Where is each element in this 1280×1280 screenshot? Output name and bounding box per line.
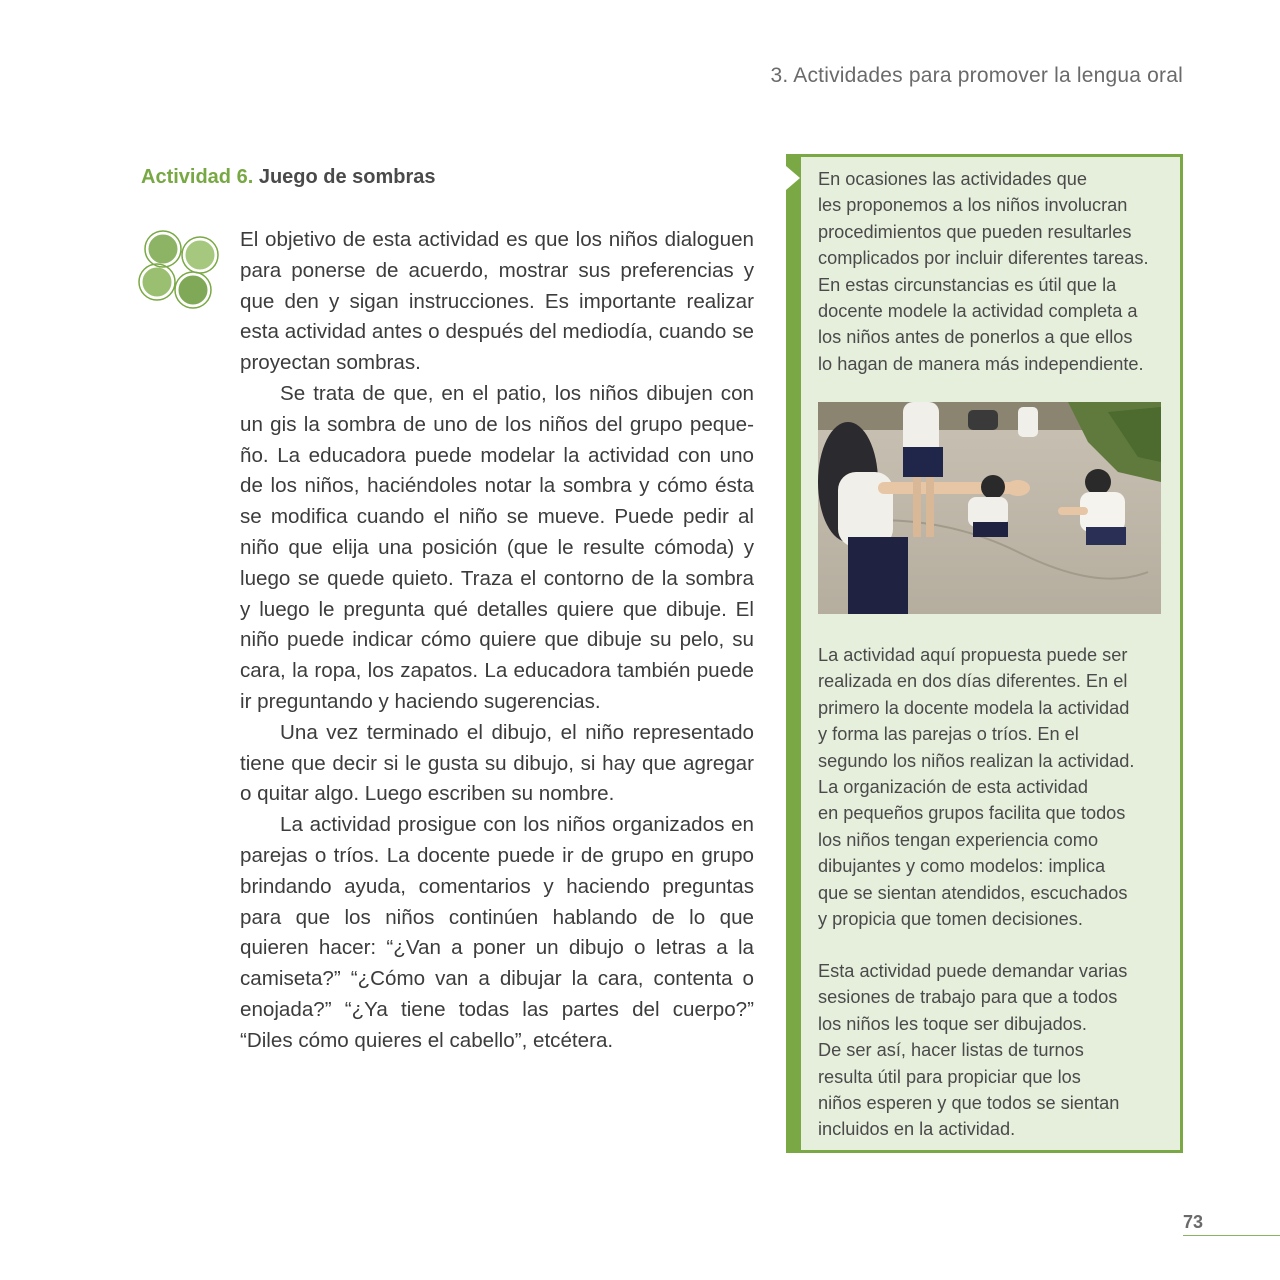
note-line: lo hagan de manera más independiente.: [818, 353, 1144, 374]
note-line: Esta actividad puede demandar varias: [818, 961, 1128, 981]
note-line: los niños tengan experiencia como: [818, 829, 1099, 850]
activity-body: [240, 225, 754, 1057]
note-line: primero la docente modela la actividad: [818, 697, 1130, 718]
note-line: resulta útil para propiciar que los: [818, 1066, 1081, 1087]
note-line: De ser así, hacer listas de turnos: [818, 1040, 1084, 1061]
page-number: 73: [1183, 1212, 1204, 1232]
note-line: complicados por incluir diferentes tareas.: [818, 248, 1149, 269]
activity-name: Juego de sombras: [258, 166, 436, 188]
sidebar-note-1: [818, 166, 1168, 377]
note-line: sesiones de trabajo para que a todos: [818, 987, 1118, 1008]
sidebar-note-3: [818, 958, 1168, 1143]
note-line: segundo los niños realizan la actividad.: [818, 750, 1135, 771]
note-line: que se sientan atendidos, escuchados: [818, 882, 1128, 903]
group-circles-icon: [138, 228, 220, 310]
note-line: y forma las parejas o tríos. En el: [818, 724, 1079, 745]
note-line: incluidos en la actividad.: [818, 1119, 1016, 1140]
note-line: les proponemos a los niños involucran: [818, 195, 1128, 216]
note-line: La actividad aquí propuesta puede ser: [818, 645, 1128, 665]
note-line: y propicia que tomen decisiones.: [818, 909, 1083, 930]
note-line: niños esperen y que todos se sientan: [818, 1093, 1120, 1114]
body-paragraph-3: Una vez terminado el dibujo, el niño representado tiene que decir si le gusta su dibujo, si hay que agregar o quitar algo. Luego escriben su nombre.: [240, 720, 754, 806]
note-line: En estas circunstancias es útil que la: [818, 274, 1117, 295]
activity-number: Actividad 6.: [141, 166, 254, 188]
page-rule: [1183, 1235, 1280, 1236]
note-line: En ocasiones las actividades que: [818, 169, 1087, 189]
body-paragraph-1: El objetivo de esta actividad es que los niños dialoguen para ponerse de acuerdo, mostrar sus preferencias y que den y sigan instrucciones. Es importante realizar esta actividad antes o después del mediodía, cuando se proyectan sombras.: [240, 228, 754, 375]
note-line: realizada en dos días diferentes. En el: [818, 671, 1128, 692]
children-drawing-shadows-photo: [818, 402, 1161, 614]
note-line: dibujantes y como modelos: implica: [818, 856, 1106, 877]
note-line: La organización de esta actividad: [818, 777, 1088, 798]
note-line: en pequeños grupos facilita que todos: [818, 803, 1126, 824]
note-line: procedimientos que pueden resultarles: [818, 221, 1132, 242]
note-line: los niños antes de ponerlos a que ellos: [818, 327, 1133, 348]
note-line: los niños les toque ser dibujados.: [818, 1013, 1087, 1034]
sidebar-note-2: [818, 642, 1168, 932]
body-paragraph-4: La actividad prosigue con los niños organizados en parejas o tríos. La docente puede ir de grupo en grupo brindando ayuda, comentarios y haciendo preguntas para que los niños continúen hablando de lo que quieren hacer: “¿Van a poner un dibujo o letras a la camiseta?” “¿Cómo van a dibujar la cara, contenta o enojada?” “¿Ya tiene todas las partes del cuerpo?” “Diles cómo quieres el cabello”, etcétera.: [240, 813, 754, 1052]
running-header: 3. Actividades para promover la lengua oral: [770, 64, 1183, 87]
activity-title: [141, 166, 436, 189]
note-line: docente modele la actividad completa a: [818, 301, 1138, 322]
body-paragraph-2: Se trata de que, en el patio, los niños dibujen con un gis la sombra de uno de los niños del grupo pequeño. La educadora puede modelar la actividad con uno de los niños, haciéndoles notar la sombra y cómo ésta se modifica cuando el niño se mueve. Puede pedir al niño que elija una posición (que le resulte cómoda) y luego se quede quieto. Traza el contorno de la sombra y luego le pregunta qué detalles quiere que dibuje. El niño puede indicar cómo quiere que dibuje su pelo, su cara, la ropa, los zapatos. La educadora también puede ir preguntando y haciendo sugerencias.: [240, 381, 754, 713]
sidebar-notch: [786, 166, 800, 190]
